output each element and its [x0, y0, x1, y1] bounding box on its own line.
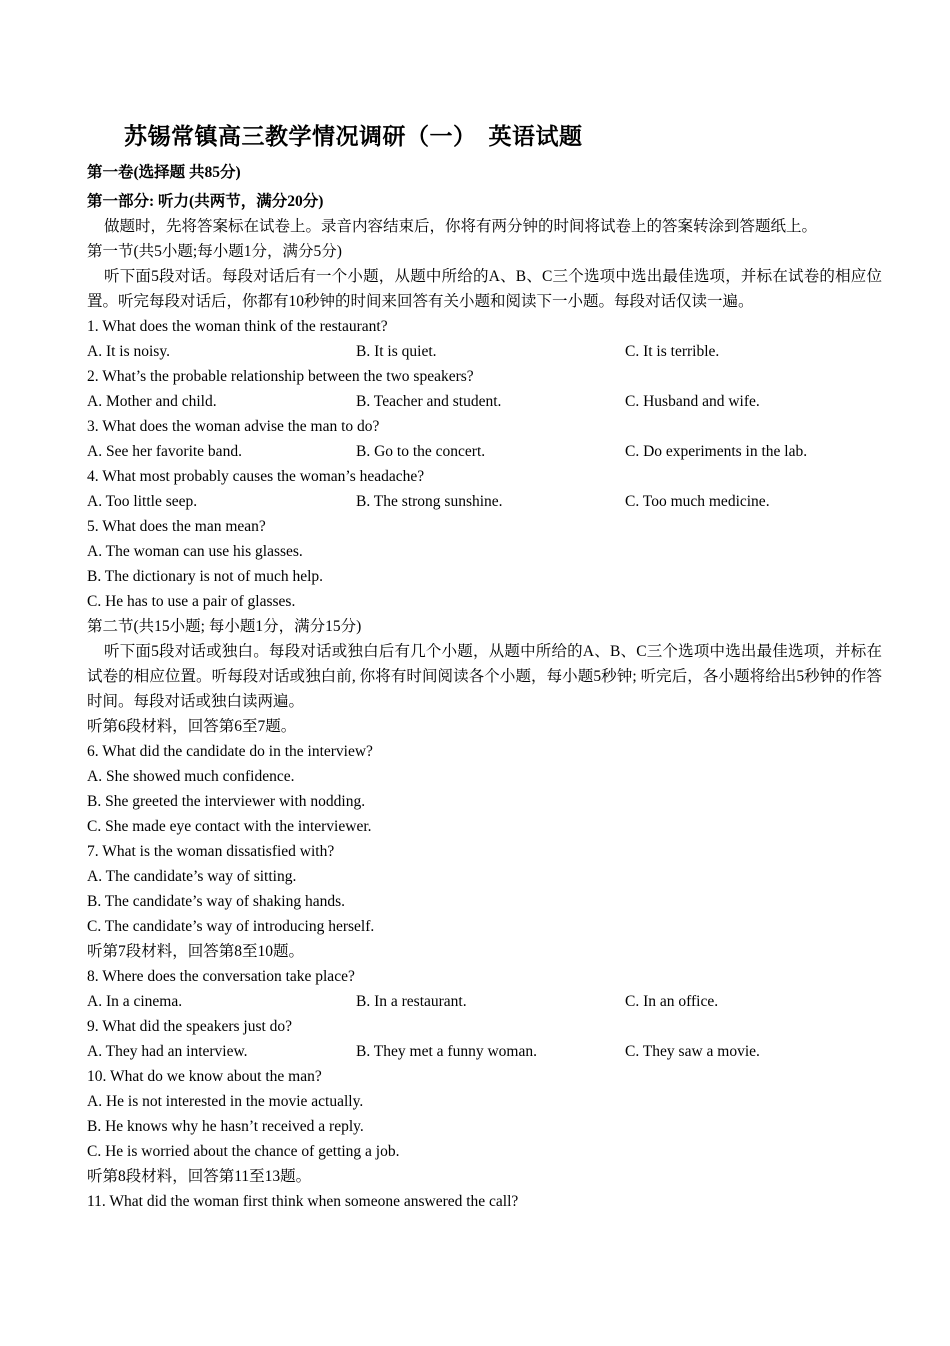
option-c: C. He has to use a pair of glasses.: [87, 593, 296, 610]
option-a: A. It is noisy.: [87, 343, 170, 360]
option-b: B. The dictionary is not of much help.: [87, 568, 324, 585]
question-4: 4. What most probably causes the woman’s headache?: [87, 468, 425, 485]
question-3: 3. What does the woman advise the man to do?: [87, 418, 380, 435]
option-a: A. He is not interested in the movie actually.: [87, 1093, 364, 1110]
sub2-instructions: 听下面5段对话或独白。每段对话或独白后有几个小题，从题中所给的A、B、C三个选项中选出最佳选项，并标在试卷的相应位置。听每段对话或独白前, 你将有时间阅读各个小题，每小题5秒钟; 听完后，各小题将给出5秒钟的作答时间。每段对话或独白读两遍。: [87, 643, 882, 710]
question-2-options: [87, 389, 882, 414]
option-c: C. He is worried about the chance of getting a job.: [87, 1143, 400, 1160]
sub2-heading: 第二节(共15小题; 每小题1分，满分15分): [87, 618, 362, 635]
sub1-instructions: 听下面5段对话。每段对话后有一个小题，从题中所给的A、B、C三个选项中选出最佳选项，并标在试卷的相应位置。听完每段对话后，你都有10秒钟的时间来回答有关小题和阅读下一小题。每段对话仅读一遍。: [87, 268, 882, 310]
material-8-heading: 听第8段材料，回答第11至13题。: [87, 1168, 312, 1185]
option-b: B. She greeted the interviewer with nodding.: [87, 793, 366, 810]
option-a: A. Too little seep.: [87, 493, 198, 510]
option-a: A. See her favorite band.: [87, 443, 242, 460]
option-a: A. She showed much confidence.: [87, 768, 295, 785]
option-a: A. The candidate’s way of sitting.: [87, 868, 297, 885]
page-title: 苏锡常镇高三教学情况调研（一） 英语试题: [124, 124, 583, 149]
question-9: 9. What did the speakers just do?: [87, 1018, 293, 1035]
option-b: B. It is quiet.: [356, 343, 437, 360]
question-1: 1. What does the woman think of the restaurant?: [87, 318, 388, 335]
option-a: A. In a cinema.: [87, 993, 183, 1010]
option-a: A. Mother and child.: [87, 393, 217, 410]
question-10: 10. What do we know about the man?: [87, 1068, 322, 1085]
option-a: A. The woman can use his glasses.: [87, 543, 303, 560]
question-4-options: [87, 489, 882, 514]
section1-heading: 第一部分: 听力(共两节，满分20分): [87, 193, 324, 210]
question-3-options: [87, 439, 882, 464]
instructions: 做题时，先将答案标在试卷上。录音内容结束后，你将有两分钟的时间将试卷上的答案转涂到答题纸上。: [104, 218, 818, 235]
option-c: C. In an office.: [625, 993, 719, 1010]
option-c: C. She made eye contact with the interviewer.: [87, 818, 372, 835]
question-1-options: [87, 339, 882, 364]
question-8: 8. Where does the conversation take place?: [87, 968, 355, 985]
question-9-options: [87, 1039, 882, 1064]
sub1-heading: 第一节(共5小题;每小题1分，满分5分): [87, 243, 342, 260]
material-6-heading: 听第6段材料，回答第6至7题。: [87, 718, 297, 735]
question-11: 11. What did the woman first think when someone answered the call?: [87, 1193, 519, 1210]
question-2: 2. What’s the probable relationship between the two speakers?: [87, 368, 474, 385]
option-c: C. The candidate’s way of introducing herself.: [87, 918, 375, 935]
option-b: B. In a restaurant.: [356, 993, 467, 1010]
option-c: C. Do experiments in the lab.: [625, 443, 808, 460]
question-6: 6. What did the candidate do in the interview?: [87, 743, 373, 760]
option-c: C. Husband and wife.: [625, 393, 760, 410]
option-a: A. They had an interview.: [87, 1043, 248, 1060]
question-8-options: [87, 989, 882, 1014]
option-b: B. The candidate’s way of shaking hands.: [87, 893, 345, 910]
option-b: B. The strong sunshine.: [356, 493, 503, 510]
option-c: C. Too much medicine.: [625, 493, 770, 510]
part1-heading: 第一卷(选择题 共85分): [87, 164, 241, 181]
question-7: 7. What is the woman dissatisfied with?: [87, 843, 335, 860]
material-7-heading: 听第7段材料，回答第8至10题。: [87, 943, 305, 960]
question-5: 5. What does the man mean?: [87, 518, 266, 535]
option-b: B. They met a funny woman.: [356, 1043, 537, 1060]
option-c: C. It is terrible.: [625, 343, 720, 360]
option-b: B. He knows why he hasn’t received a reply.: [87, 1118, 364, 1135]
exam-content: [87, 160, 882, 1214]
option-b: B. Teacher and student.: [356, 393, 502, 410]
option-c: C. They saw a movie.: [625, 1043, 760, 1060]
option-b: B. Go to the concert.: [356, 443, 486, 460]
